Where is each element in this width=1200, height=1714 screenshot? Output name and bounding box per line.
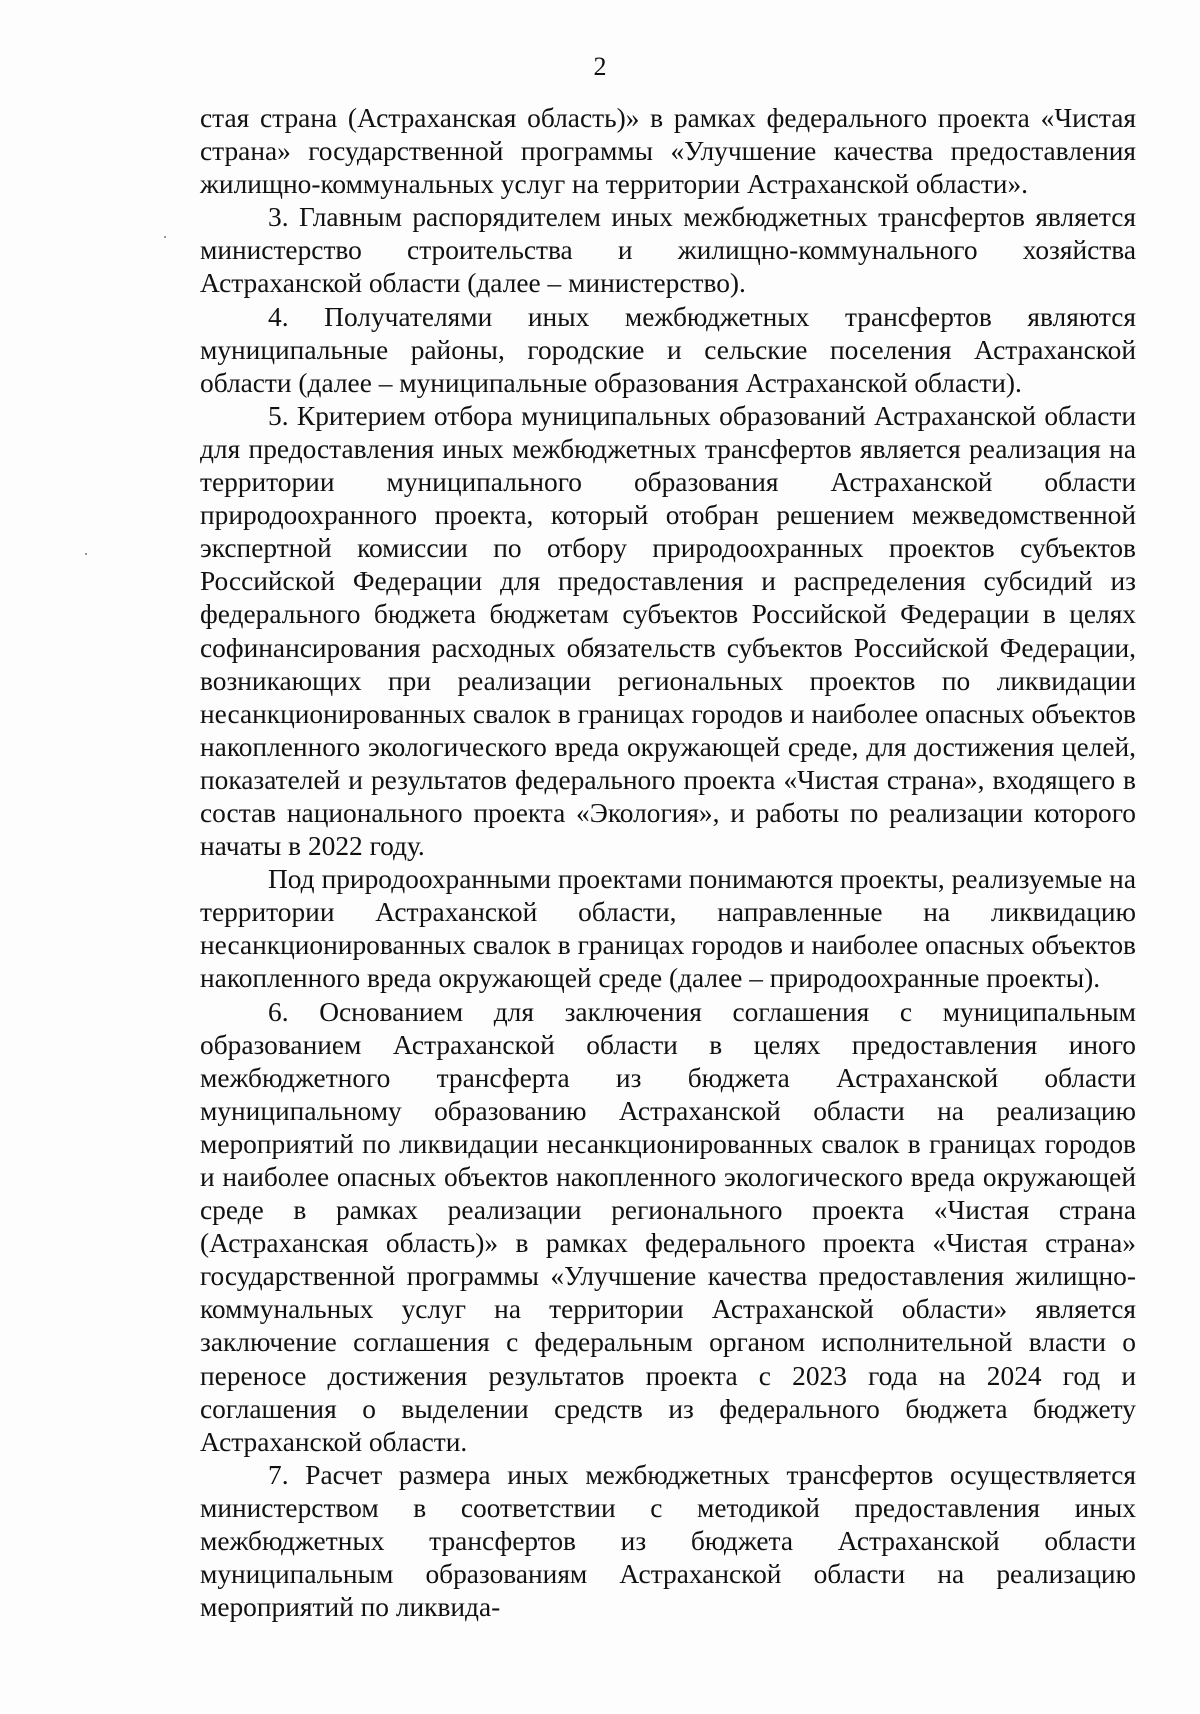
paragraph-item-6: 6. Основанием для заключения соглашения с муниципальным образованием Астраханской области в целях предоставления иного межбюджетного трансферта из бюджета Астраханской области муниципальному образованию Астраханской области на реализацию мероприятий по ликвидации несанкционированных свалок в границах городов и наиболее опасных объектов накопленного экологического вреда окружающей среде в рамках реализации регионального проекта «Чистая страна (Астраханская область)» в рамках федерального проекта «Чистая страна» государственной программы «Улучшение качества предоставления жилищно-коммунальных услуг на территории Астраханской области» является заключение соглашения с федеральным органом исполнительной власти о переносе достижения результатов проекта с 2023 года на 2024 год и соглашения о выделении средств из федерального бюджета бюджету Астраханской области. bbox=[200, 996, 1136, 1457]
paragraph-item-3: 3. Главным распорядителем иных межбюджетных трансфертов является министерство строительства и жилищно-коммунального хозяйства Астраханской области (далее – министерство). bbox=[200, 202, 1136, 299]
paragraph-item-5: 5. Критерием отбора муниципальных образований Астраханской области для предоставления иных межбюджетных трансфертов является реализация на территории муниципального образования Астраханской области природоохранного проекта, который отобран решением межведомственной экспертной комиссии по отбору природоохранных проектов субъектов Российской Федерации для предоставления и распределения субсидий из федерального бюджета бюджетам субъектов Российской Федерации в целях софинансирования расходных обязательств субъектов Российской Федерации, возникающих при реализации региональных проектов по ликвидации несанкционированных свалок в границах городов и наиболее опасных объектов накопленного экологического вреда окружающей среде, для достижения целей, показателей и результатов федерального проекта «Чистая страна», входящего в состав национального проекта «Экология», и работы по реализации которого начаты в 2022 году. bbox=[200, 400, 1136, 862]
body-text bbox=[200, 102, 1136, 1624]
paragraph-item-4: 4. Получателями иных межбюджетных трансфертов являются муниципальные районы, городские и сельские поселения Астраханской области (далее – муниципальные образования Астраханской области). bbox=[200, 301, 1136, 398]
scan-speck bbox=[164, 236, 166, 238]
page-number: 2 bbox=[593, 52, 607, 81]
paragraph-continuation: стая страна (Астраханская область)» в рамках федерального проекта «Чистая страна» государственной программы «Улучшение качества предоставления жилищно-коммунальных услуг на территории Астраханской области». bbox=[200, 103, 1136, 200]
paragraph-item-7: 7. Расчет размера иных межбюджетных трансфертов осуществляется министерством в соответствии с методикой предоставления иных межбюджетных трансфертов из бюджета Астраханской области муниципальным образованиям Астраханской области на реализацию мероприятий по ликвида- bbox=[200, 1459, 1136, 1623]
paragraph-definition: Под природоохранными проектами понимаются проекты, реализуемые на территории Астраханской области, направленные на ликвидацию несанкционированных свалок в границах городов и наиболее опасных объектов накопленного вреда окружающей среде (далее – природоохранные проекты). bbox=[200, 864, 1136, 994]
scan-speck bbox=[85, 553, 87, 555]
